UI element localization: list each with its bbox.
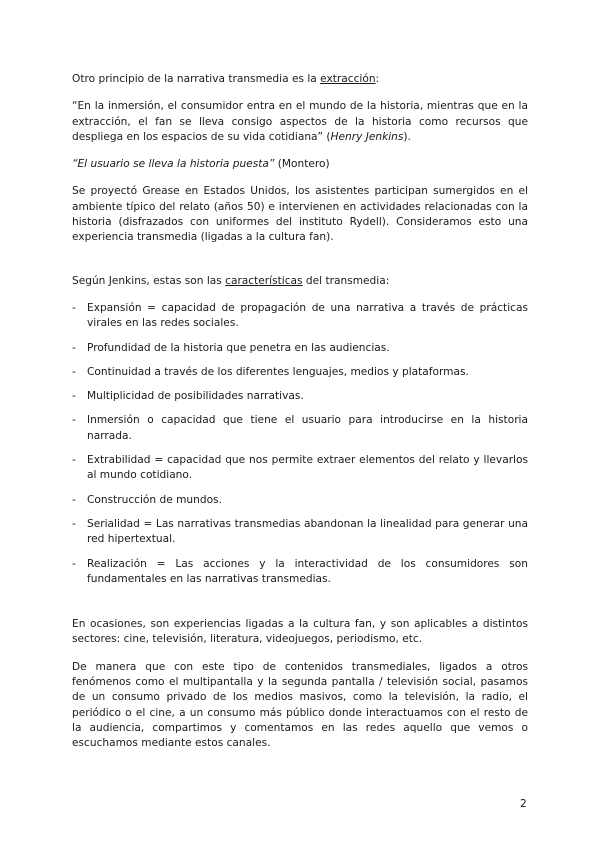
- occasions-paragraph: En ocasiones, son experiencias ligadas a la cultura fan, y son aplicables a distintos sectores: cine, televisión, literatura, videojuegos, periodismo, etc.: [72, 618, 528, 646]
- text-segment: ).: [403, 130, 411, 143]
- jenkins-quote-paragraph: [72, 99, 528, 145]
- montero-quote: “El usuario se lleva la historia puesta”: [72, 158, 275, 171]
- characteristics-list: [72, 301, 528, 587]
- blank-line: [72, 258, 528, 274]
- page-number: 2: [520, 798, 527, 810]
- characteristics-term: características: [225, 274, 303, 287]
- quote-source: (Montero): [274, 158, 330, 171]
- text-segment: del transmedia:: [302, 274, 390, 287]
- characteristics-intro-paragraph: [72, 274, 528, 289]
- extraction-term: extracción: [320, 73, 376, 85]
- list-item: - Serialidad = Las narrativas transmedias abandonan la linealidad para generar una red hipertextual.: [72, 517, 528, 548]
- text-segment: Otro principio de la narrativa transmedia es la: [72, 73, 321, 85]
- list-item: - Inmersión o capacidad que tiene el usuario para introducirse en la historia narrada.: [72, 413, 528, 444]
- grease-paragraph: Se proyectó Grease en Estados Unidos, los asistentes participan sumergidos en el ambiente típico del relato (años 50) e intervienen en actividades relacionadas con la historia (disfrazados con uniformes del instituto Rydell). Consideramos esto una experiencia transmedia (ligadas a la cultura fan).: [72, 185, 528, 244]
- list-item: - Multiplicidad de posibilidades narrativas.: [72, 389, 528, 404]
- list-item: - Extrabilidad = capacidad que nos permite extraer elementos del relato y llevarlos al mundo cotidiano.: [72, 453, 528, 484]
- extraction-intro-paragraph: [72, 72, 528, 87]
- text-segment: :: [375, 73, 380, 85]
- text-segment: Según Jenkins, estas son las: [72, 274, 226, 287]
- document-page: [72, 72, 528, 764]
- quote-author: Henry Jenkins: [330, 130, 404, 143]
- quote-text: “En la inmersión, el consumidor entra en el mundo de la historia, mientras que en la extracción, el fan se lleva consigo aspectos de la historia como recursos que despliega en los espacios de su vida cotidiana” (: [72, 100, 528, 143]
- list-item: - Realización = Las acciones y la interactividad de los consumidores son fundamentales en las narrativas transmedias.: [72, 557, 528, 588]
- list-item: - Continuidad a través de los diferentes lenguajes, medios y plataformas.: [72, 365, 528, 380]
- final-paragraph: De manera que con este tipo de contenidos transmediales, ligados a otros fenómenos como el multipantalla y la segunda pantalla / televisión social, pasamos de un consumo privado de los medios masivos, como la televisión, la radio, el periódico o el cine, a un consumo más público donde interactuamos con el resto de la audiencia, compartimos y comentamos en las redes aquello que vemos o escuchamos mediante estos canales.: [72, 660, 528, 750]
- montero-quote-paragraph: [72, 157, 528, 172]
- list-item: - Profundidad de la historia que penetra en las audiencias.: [72, 341, 528, 356]
- list-item: - Expansión = capacidad de propagación de una narrativa a través de prácticas virales en las redes sociales.: [72, 301, 528, 332]
- list-item: - Construcción de mundos.: [72, 493, 528, 508]
- blank-line: [72, 601, 528, 617]
